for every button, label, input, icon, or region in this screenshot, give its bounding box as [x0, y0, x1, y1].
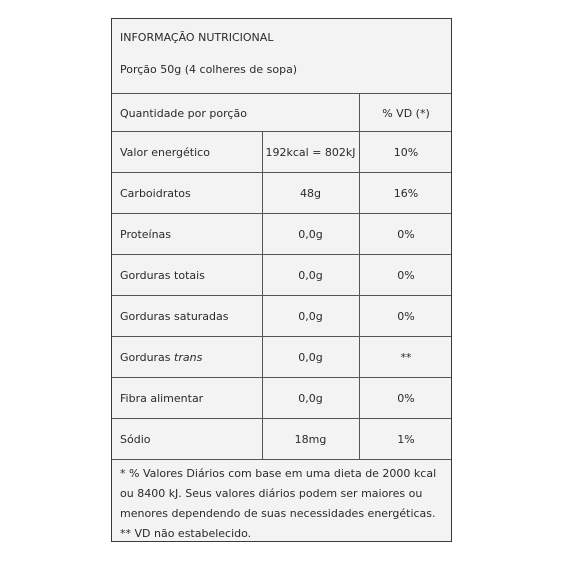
nutrient-name-text: Gorduras	[120, 350, 175, 364]
nutrient-amount: 0,0g	[298, 350, 323, 364]
nutrient-name: Fibra alimentar	[120, 391, 204, 405]
nutrition-facts-label	[111, 18, 452, 542]
nutrient-name: Proteínas	[120, 227, 172, 241]
nutrient-amount: 48g	[300, 186, 321, 200]
nutrient-amount: 18mg	[294, 432, 327, 446]
nutrient-amount: 192kcal = 802kJ	[265, 145, 356, 159]
nutrient-vd: 0%	[397, 391, 415, 405]
nutrient-amount: 0,0g	[298, 309, 323, 323]
quantity-header: Quantidade por porção	[120, 106, 247, 120]
nutrient-vd: 1%	[397, 432, 415, 446]
nutrient-vd: 16%	[393, 186, 419, 200]
nutrient-vd: **	[400, 350, 412, 364]
vd-header: % VD (*)	[382, 106, 430, 120]
serving-size: Porção 50g (4 colheres de sopa)	[120, 62, 298, 76]
nutrient-name: Carboidratos	[120, 186, 191, 200]
divider	[112, 93, 451, 94]
nutrient-vd: 10%	[393, 145, 419, 159]
nutrient-vd: 0%	[397, 227, 415, 241]
divider	[112, 459, 451, 460]
nutrient-amount: 0,0g	[298, 268, 323, 282]
nutrient-amount: 0,0g	[298, 391, 323, 405]
footnote: * % Valores Diários com base em uma dieta de 2000 kcal ou 8400 kJ. Seus valores diários podem ser maiores ou menores dependendo de suas necessidades energéticas. ** VD não estabelecido.	[120, 467, 437, 540]
nutrient-name	[120, 337, 260, 377]
nutrient-name: Gorduras saturadas	[120, 309, 229, 323]
label-title: INFORMAÇÃO NUTRICIONAL	[120, 30, 274, 44]
nutrient-vd: 0%	[397, 268, 415, 282]
nutrient-name: Valor energético	[120, 145, 210, 159]
nutrient-amount: 0,0g	[298, 227, 323, 241]
nutrient-name: Sódio	[120, 432, 151, 446]
nutrient-name: Gorduras totais	[120, 268, 205, 282]
nutrient-name-italic: trans	[174, 350, 203, 364]
nutrient-vd: 0%	[397, 309, 415, 323]
